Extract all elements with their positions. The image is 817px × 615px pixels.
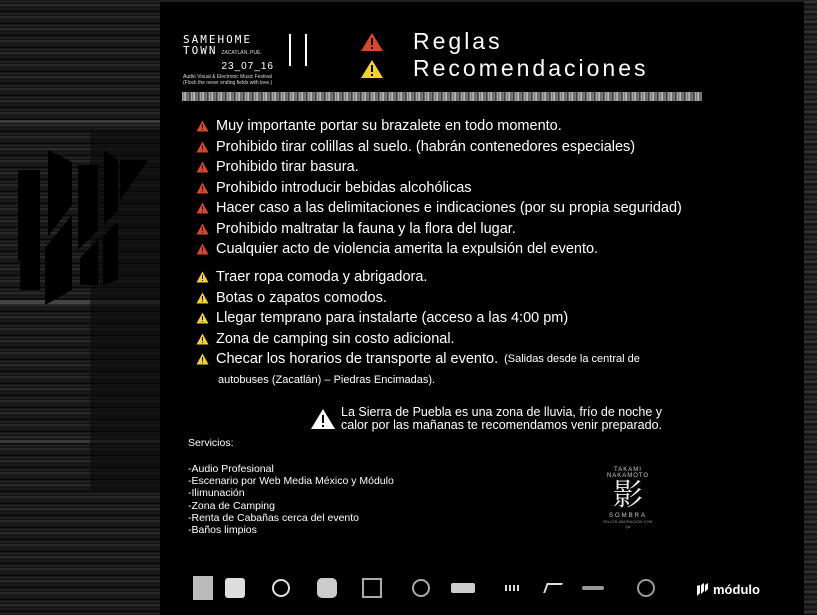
modulo-logo [697,582,760,597]
sponsor-tiny2: /pz [625,524,631,529]
event-tagline: (Flock the never ending fields with love.) [183,80,273,86]
list-item: Muy importante portar su brazalete en todo momento. [196,116,796,137]
warning-yellow-icon [196,271,209,283]
warning-red-icon [196,202,209,214]
list-item: Prohibido maltratar la fauna y la flora del lugar. [196,219,796,240]
list-item: Hacer caso a las delimitaciones e indicaciones (por su propia seguridad) [196,198,796,219]
warning-red-icon [196,161,209,173]
recommendations-list [196,267,796,390]
logo-bars-icon [289,34,307,66]
headings [358,28,649,82]
list-item: -Renta de Cabañas cerca del evento [188,511,360,524]
warning-red-icon [196,182,209,194]
sponsor-name: TAKAMI NAKAMOTO [606,467,650,479]
list-item: Llegar temprano para instalarte (acceso a las 4:00 pm) [196,308,796,329]
sponsor-z-icon [635,576,657,600]
recommendations-heading: Recomendaciones [413,55,649,81]
sponsor-square-icon [361,576,383,600]
sponsor-logo [596,467,660,529]
warning-white-icon [310,408,336,430]
modulo-text: módulo [713,582,760,597]
sponsor-pz-icon [542,576,564,600]
warning-line2: calor por las mañanas te recomendamos venir preparado. [341,418,663,432]
sponsor-badge-icon [316,576,338,600]
warning-yellow-icon [196,353,209,365]
sponsor-text-logo-icon [450,576,476,600]
list-item: -Escenario por Web Media México y Módulo [188,475,394,488]
module-logo-large-icon [0,0,160,615]
services-section [188,437,394,536]
sponsor-emblem-icon [410,576,432,600]
top-border [160,0,804,2]
warning-yellow-icon [196,312,209,324]
sponsor-sub: SOMBRA [608,513,647,519]
glitch-art-panel [0,0,160,615]
list-item: Zona de camping sin costo adicional. [196,329,796,350]
event-logo [183,33,303,86]
sponsor-tiny: EN COLABORACION CON [603,519,653,524]
list-item: Prohibido tirar colillas al suelo. (habrán contenedores especiales) [196,137,796,158]
list-item: -Zona de Camping [188,499,275,512]
rules-list [196,116,796,260]
event-name-line1: SAMEHOME [183,33,252,46]
event-subtitle: Audio Visual & Electronic Music Festival [183,74,272,80]
warning-line1: La Sierra de Puebla es una zona de lluvia, frío de noche y [341,405,663,419]
sponsor-circle-icon [270,576,292,600]
warning-yellow-icon [196,333,209,345]
event-name-line2: TOWN [183,44,218,57]
services-title: Servicios: [188,437,234,449]
list-item: Traer ropa comoda y abrigadora. [196,267,796,288]
list-item: Prohibido introducir bebidas alcohólicas [196,178,796,199]
list-item: -Audio Profesional [188,463,274,475]
sponsor-box-icon [224,576,246,600]
warning-yellow-icon [358,59,386,79]
warning-red-icon [358,32,386,52]
sponsor-wave-icon [580,576,606,600]
list-item: Prohibido tirar basura. [196,157,796,178]
list-item: -Baños limpios [188,524,257,537]
transport-note-continued: autobuses (Zacatlán) – Piedras Encimadas). [218,373,436,386]
rules-heading: Reglas [413,28,503,54]
list-item: Botas o zapatos comodos. [196,288,796,309]
sponsor-stripes-icon [502,576,522,600]
warning-red-icon [196,243,209,255]
right-glitch-strip [804,0,817,615]
sponsor-photo-icon [193,576,213,600]
sponsor-logos-row [190,576,760,602]
warning-yellow-icon [196,292,209,304]
weather-warning [310,406,662,432]
list-item: Cualquier acto de violencia amerita la expulsión del evento. [196,239,796,260]
modulo-mark-icon [697,583,711,597]
warning-red-icon [196,223,209,235]
glitch-divider [182,92,702,101]
event-date: 23_07_16 [221,61,274,72]
list-item: Checar los horarios de transporte al evento. (Salidas desde la central de [196,349,796,370]
event-location: ZACATLÁN, PUE. [221,50,262,56]
warning-red-icon [196,141,209,153]
sponsor-kanji: 影 [613,479,643,512]
list-item: -Ilimunación [188,487,245,500]
transport-note: (Salidas desde la central de [504,353,640,366]
warning-red-icon [196,120,209,132]
